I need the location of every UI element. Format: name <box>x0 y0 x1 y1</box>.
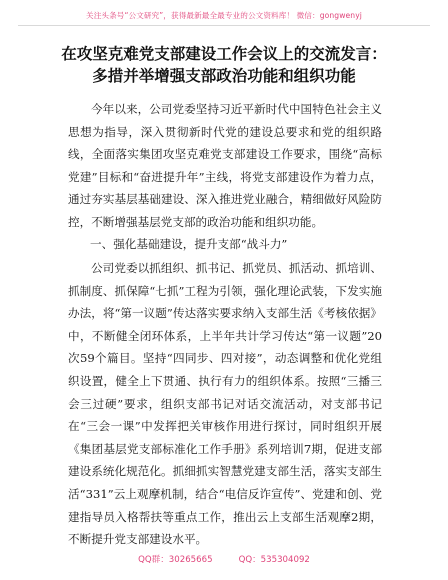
header-banner: 关注头条号“公文研究”，获得最新最全最专业的公文资料库！ 微信：gongwenyj <box>86 11 362 20</box>
paragraph-section-1-text: 公司党委以抓组织、抓书记、抓党员、抓活动、抓培训、抓制度、抓保障“七抓”工程为引领，强化理论武装，下发实施办法，将“第一议题”传达落实要求纳入支部生活《考核依据》中，不断健全闭环体系，上半年共计学习传达“第一议题”20次59个篇目。坚持“四同步、四对接”，动态调整和优化党组织设置，健全上下贯通、执行有力的组织体系。按照“三播三会三过硬”要求，组织支部书记对话交流活动，对支部书记在“三会一课”中发挥把关审核作用进行探讨，同时组织开展《集团基层党支部标准化工作手册》系列培训7期，促进支部建设系统化规范化。抓细抓实智慧党建支部生活，落实支部生活“331”云上观摩机制，结合“电信反诈宣传”、党建和创、党建指导员入格帮扶等重点工作，推出云上支部生活观摩2期，不断提升党支部建设水平。 <box>68 261 382 547</box>
paragraph-intro-text: 今年以来，公司党委坚持习近平新时代中国特色社会主义思想为指导，深入贯彻新时代党的建设总要求和党的组织路线，全面落实集团攻坚克难党支部建设工作要求，围绕“高标党建”目标和“奋进提升年”主线，将党支部建设作为着力点，通过夯实基层基础建设、深入推进党业融合，精细做好风险防控，不断增强基层党支部的政治功能和组织功能。 <box>68 102 382 229</box>
paragraph-intro <box>68 98 382 234</box>
document-title <box>0 43 448 87</box>
footer-qq: QQ：535304092 <box>238 555 310 565</box>
header-divider <box>18 25 430 26</box>
footer-qq-group: QQ群：30265665 <box>138 555 213 565</box>
title-line-2: 多措并举增强支部政治功能和组织功能 <box>92 67 356 85</box>
paragraph-section-1 <box>68 257 382 551</box>
footer-contact <box>0 553 448 565</box>
title-line-1: 在攻坚克难党支部建设工作会议上的交流发言： <box>61 45 387 63</box>
section-heading-1: 一、强化基础建设，提升支部“战斗力” <box>90 237 288 251</box>
